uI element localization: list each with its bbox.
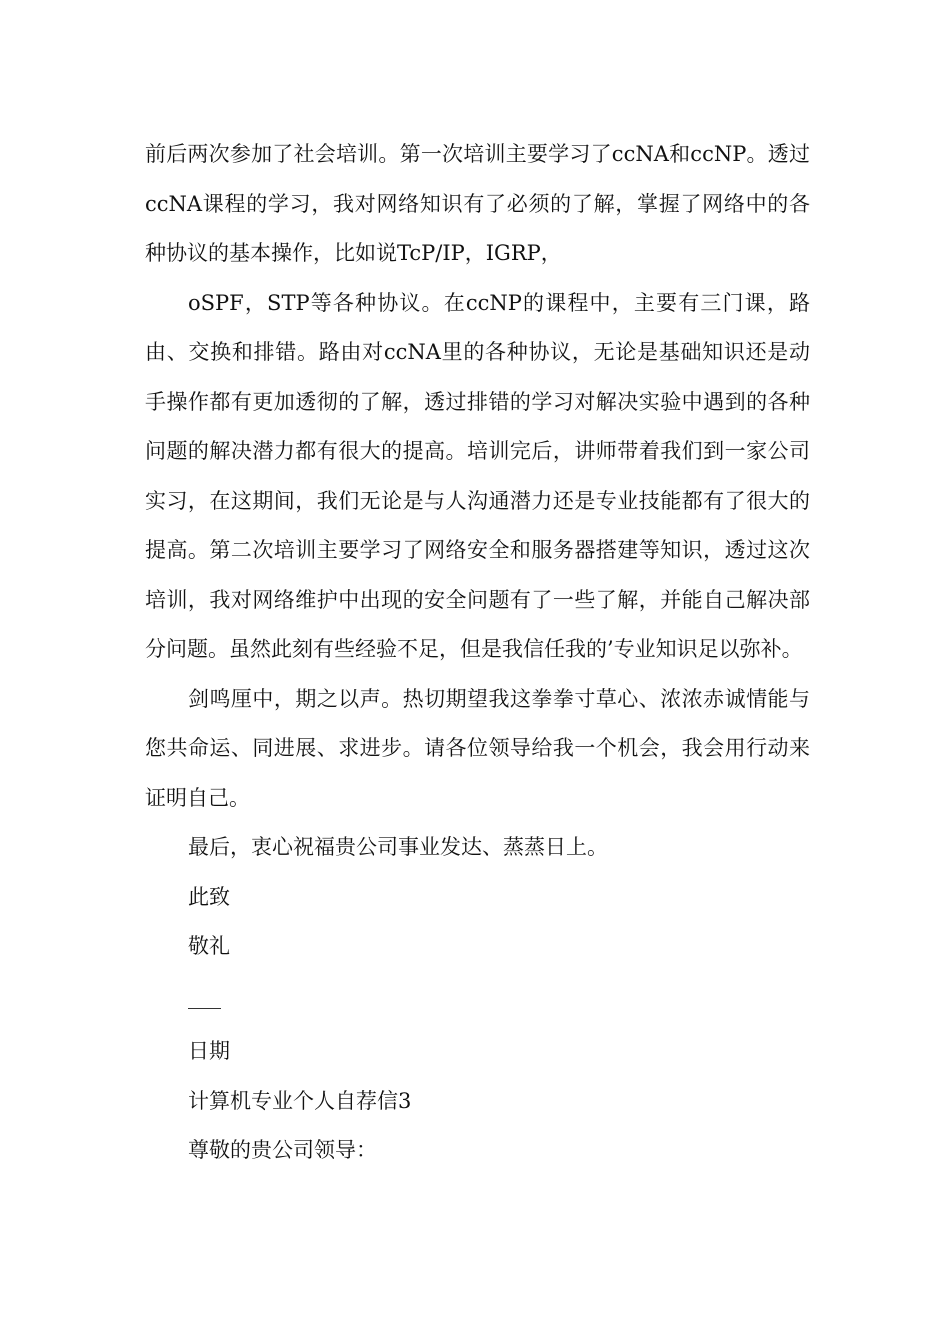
date-label: 日期 [188,1039,230,1063]
paragraph-training-intro: 前后两次参加了社会培训。第一次培训主要学习了ccNA和ccNP。透过ccNA课程的学习，我对网络知识有了必须的了解，掌握了网络中的各种协议的基本操作，比如说TcP/IP，IGRP， [145,142,810,265]
document-body [145,130,810,1176]
next-letter-greeting: 尊敬的贵公司领导： [188,1138,377,1162]
paragraph-training-details: oSPF，STP等各种协议。在ccNP的课程中，主要有三门课，路由、交换和排错。路由对ccNA里的各种协议，无论是基础知识还是动手操作都有更加透彻的了解，透过排错的学习对解决实验中遇到的各种问题的解决潜力都有很大的提高。培训完后，讲师带着我们到一家公司实习，在这期间，我们无论是与人沟通潜力还是专业技能都有了很大的提高。第二次培训主要学习了网络安全和服务器搭建等知识，透过这次培训，我对网络维护中出现的安全问题有了一些了解，并能自己解决部分问题。虽然此刻有些经验不足，但是我信任我的’专业知识足以弥补。 [145,290,810,661]
closing-line: 最后，衷心祝福贵公司事业发达、蒸蒸日上。 [188,835,608,859]
paragraph-aspiration: 剑鸣厘中，期之以声。热切期望我这拳拳寸草心、浓浓赤诚情能与您共命运、同进展、求进步。请各位领导给我一个机会，我会用行动来证明自己。 [145,686,810,810]
salutation-cizhi: 此致 [188,884,230,909]
salutation-jingli: 敬礼 [188,934,230,958]
signature-blank [145,978,810,1028]
signature-underline [188,984,221,1009]
next-letter-title: 计算机专业个人自荐信3 [188,1088,412,1113]
